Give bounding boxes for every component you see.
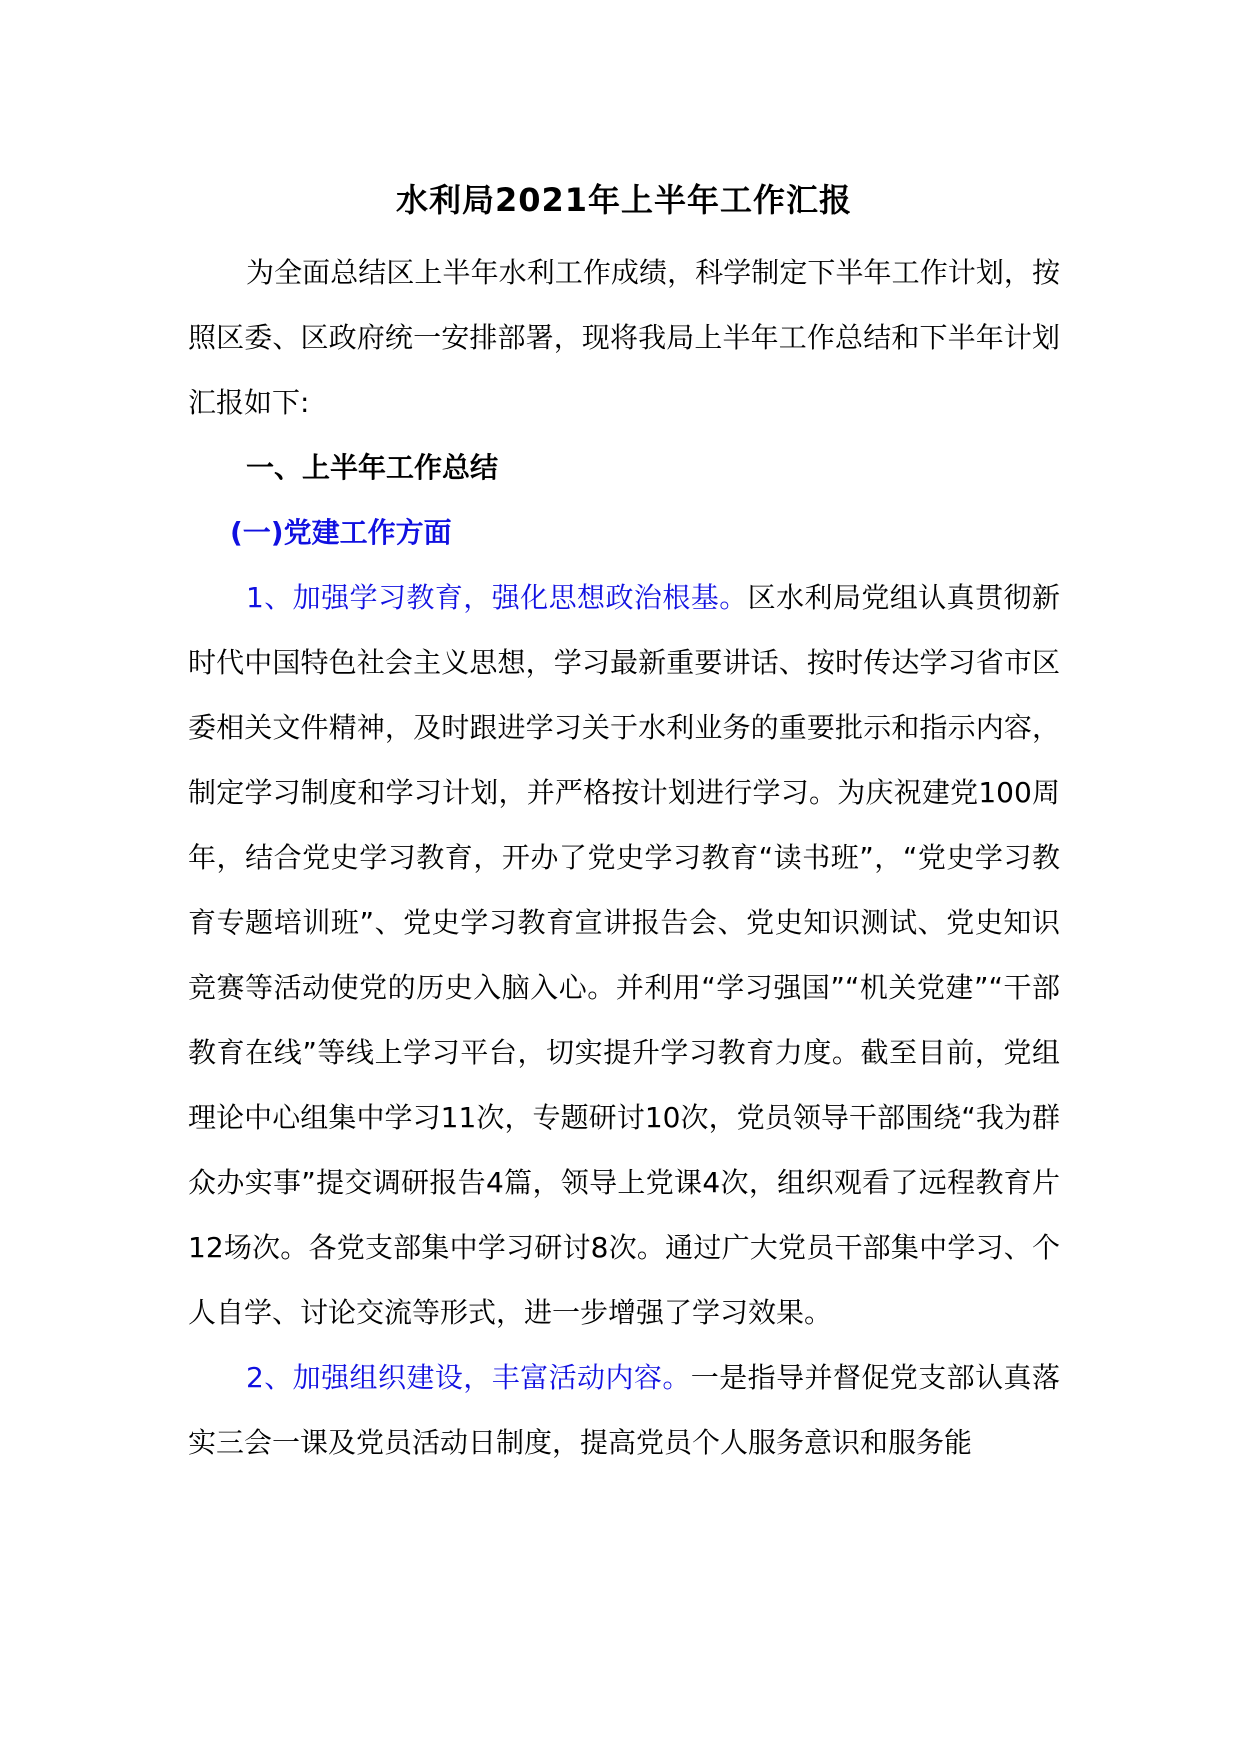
document-body xyxy=(188,176,1060,1475)
item-1-lead: 1、加强学习教育，强化思想政治根基。 xyxy=(246,581,748,614)
document-title: 水利局2021年上半年工作汇报 xyxy=(395,181,853,219)
item-2-paragraph xyxy=(188,1345,1060,1475)
item-1-body: 区水利局党组认真贯彻新时代中国特色社会主义思想，学习最新重要讲话、按时传达学习省市区委相关文件精神，及时跟进学习关于水利业务的重要批示和指示内容，制定学习制度和学习计划，并严格按计划进行学习。为庆祝建党100周年，结合党史学习教育，开办了党史学习教育“读书班”，“党史学习教育专题培训班”、党史学习教育宣讲报告会、党史知识测试、党史知识竞赛等活动使党的历史入脑入心。并利用“学习强国”“机关党建”“干部教育在线”等线上学习平台，切实提升学习教育力度。截至目前，党组理论中心组集中学习11次，专题研讨10次，党员领导干部围绕“我为群众办实事”提交调研报告4篇，领导上党课4次，组织观看了远程教育片12场次。各党支部集中学习研讨8次。通过广大党员干部集中学习、个人自学、讨论交流等形式，进一步增强了学习效果。 xyxy=(188,581,1060,1329)
item-2-body: 一是指导并督促党支部认真落实三会一课及党员活动日制度，提高党员个人服务意识和服务能 xyxy=(188,1361,1060,1459)
intro-paragraph: 为全面总结区上半年水利工作成绩，科学制定下半年工作计划，按照区委、区政府统一安排部署，现将我局上半年工作总结和下半年计划汇报如下: xyxy=(188,256,1060,419)
section-heading: 一、上半年工作总结 xyxy=(246,451,499,484)
item-2-lead: 2、加强组织建设，丰富活动内容。 xyxy=(246,1361,691,1394)
subsection-heading: (一)党建工作方面 xyxy=(230,516,452,549)
item-1-paragraph xyxy=(188,565,1060,1345)
